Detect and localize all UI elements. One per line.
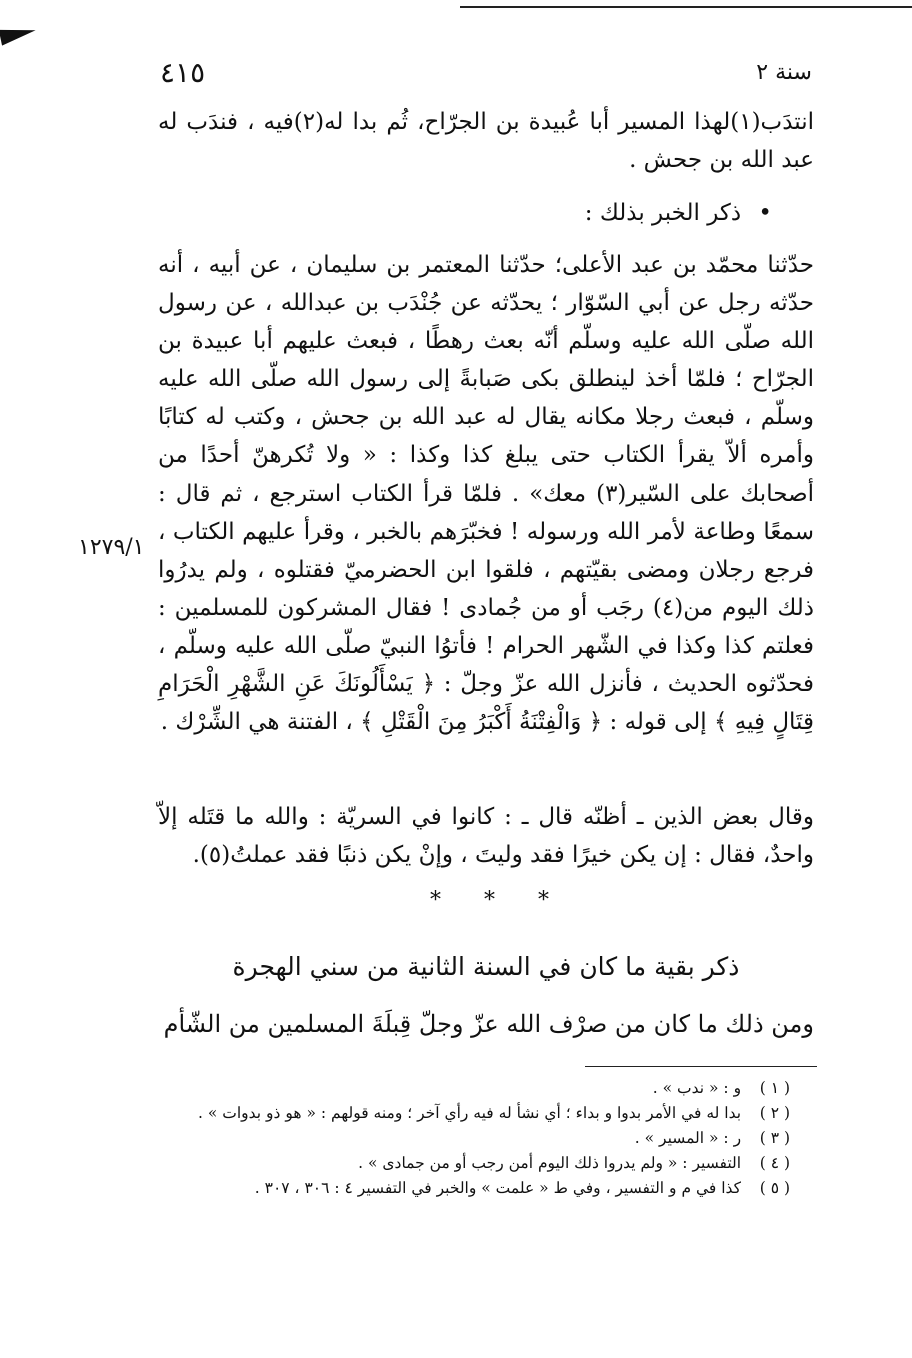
footnote bbox=[210, 1076, 790, 1101]
footnote-number: ( ٢ ) bbox=[759, 1104, 790, 1122]
section-opening-line: ومن ذلك ما كان من صرْف الله عزّ وجلّ قِبلَةَ المسلمين من الشّأم bbox=[163, 1010, 814, 1038]
footnote bbox=[210, 1151, 790, 1176]
paragraph-2: حدّثنا محمّد بن عبد الأعلى؛ حدّثنا المعتمر بن سليمان ، عن أبيه ، أنه حدّثه رجل عن أبي السّوّار ؛ يحدّثه عن جُنْدَب بن عبدالله ، عن رسول الله صلّى الله عليه وسلّم أنّه بعث رهطًا ، فبعث عليهم أبا عبيدة بن الجرّاح ؛ فلمّا أخذ لينطلق بكى صَبابةً إلى رسول الله صلّى الله عليه وسلّم ، فبعث رجلا مكانه يقال له عبد الله بن جحش ، وكتب له كتابًا وأمره ألاّ يقرأ الكتاب حتى يبلغ كذا وكذا : « ولا تُكرهنّ أحدًا من أصحابك على السّير(٣) معك» . فلمّا قرأ الكتاب استرجع ، ثم قال : سمعًا وطاعة لأمر الله ورسوله ! فخبّرَهم بالخبر ، وقرأ عليهم الكتاب ، فرجع رجلان ومضى بقيّتهم ، فلقوا ابن الحضرميّ فقتلوه ، ولم يدرُوا ذلك اليوم من(٤) رجَب أو من جُمادى ! فقال المشركون للمسلمين : فعلتم كذا وكذا في الشّهر الحرام ! فأتوُا النبيّ صلّى الله عليه وسلّم ، فحدّثوه الحديث ، فأنزل الله عزّ وجلّ : ﴿ يَسْأَلُونَكَ عَنِ الشَّهْرِ الْحَرَامِ قِتَالٍ فِيهِ ﴾ إلى قوله : ﴿ وَالْفِتْنَةُ أَكْبَرُ مِنَ الْقَتْلِ ﴾ ، الفتنة هي الشِّرْك . bbox=[158, 252, 814, 736]
footnote-number: ( ١ ) bbox=[759, 1079, 790, 1097]
footnote bbox=[210, 1176, 790, 1201]
page-header bbox=[160, 56, 812, 90]
page-number: ٤١٥ bbox=[160, 56, 206, 89]
footnote-rule bbox=[585, 1066, 817, 1067]
footnote-text: كذا في م و التفسير ، وفي ط « علمت » والخبر في التفسير ٤ : ٣٠٦ ، ٣٠٧ . bbox=[254, 1179, 742, 1197]
section-title: ذكر بقية ما كان في السنة الثانية من سني الهجرة bbox=[232, 952, 740, 981]
footnote bbox=[198, 1101, 790, 1126]
corner-arrow-icon bbox=[0, 22, 37, 45]
top-edge-rule bbox=[460, 6, 912, 8]
footnote-number: ( ٣ ) bbox=[759, 1129, 790, 1147]
footnote-text: التفسير : « ولم يدروا ذلك اليوم أمن رجب أو من جمادى » . bbox=[358, 1154, 742, 1172]
footnote-number: ( ٤ ) bbox=[759, 1154, 790, 1172]
separator-stars: * * * bbox=[430, 888, 567, 913]
paragraph-3: وقال بعض الذين ـ أظنّه قال ـ : كانوا في السريّة : والله ما قتَله إلاّ واحدٌ، فقال : إن يكن خيرًا فقد وليتَ ، وإنْ يكن ذنبًا فقد عملتُ(٥). bbox=[158, 804, 814, 869]
bullet-icon: • bbox=[758, 200, 772, 226]
margin-reference: ١٢٧٩/١ bbox=[78, 535, 145, 560]
paragraph-1: انتدَب(١)لهذا المسير أبا عُبيدة بن الجرّاح، ثُم بدا له(٢)فيه ، فندَب له عبد الله بن جحش . bbox=[158, 109, 814, 174]
section-marker bbox=[158, 200, 814, 226]
footnote-number: ( ٥ ) bbox=[759, 1179, 790, 1197]
section-marker-text: ذكر الخبر بذلك : bbox=[584, 200, 742, 226]
running-title: سنة ٢ bbox=[756, 60, 812, 85]
footnote-text: و : « ندب » . bbox=[652, 1079, 742, 1097]
footnote bbox=[210, 1126, 790, 1151]
footnotes bbox=[198, 1076, 790, 1201]
footnote-text: ر : « المسير » . bbox=[634, 1129, 742, 1147]
footnote-text: بدا له في الأمر بدوا و بداء ؛ أي نشأ له فيه رأي آخر ؛ ومنه قولهم : « هو ذو بدوات » . bbox=[198, 1104, 742, 1122]
